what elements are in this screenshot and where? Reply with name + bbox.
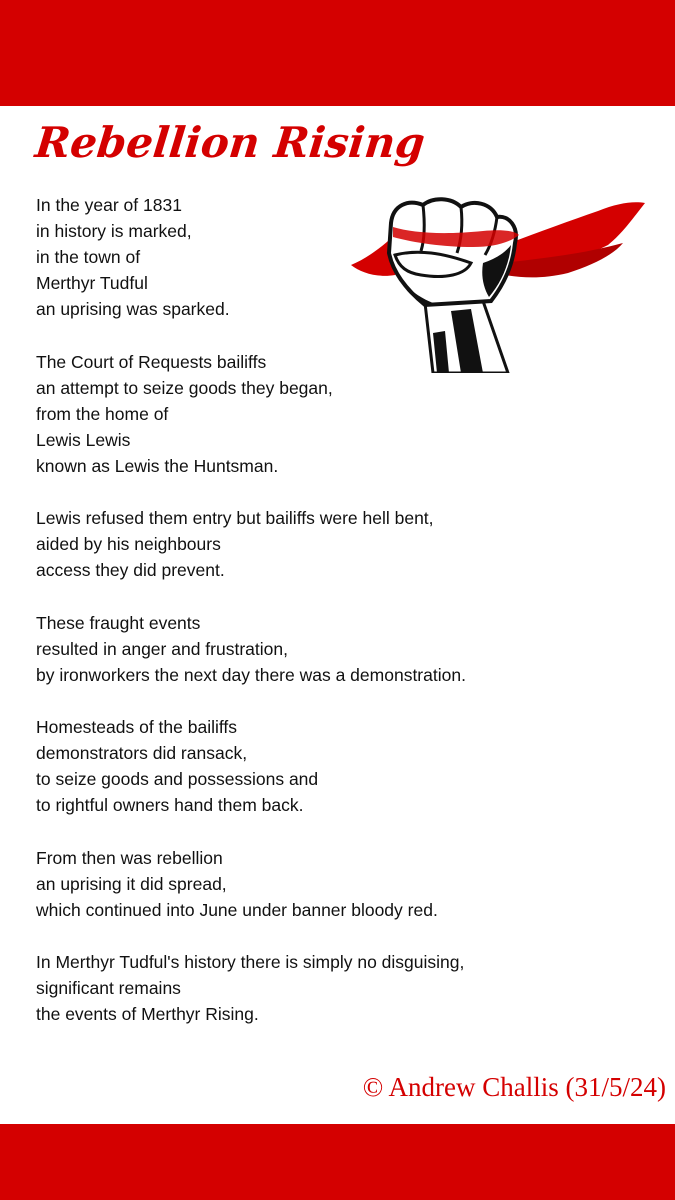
poem-line: These fraught events: [36, 612, 201, 633]
poem-line: Lewis refused them entry but bailiffs were hell bent,: [36, 508, 434, 528]
poem-line: From then was rebellion: [36, 847, 223, 868]
poem-line: in history is marked,: [36, 221, 192, 241]
poem-line: to rightful owners hand them back.: [36, 795, 304, 815]
poem-line: In the year of 1831: [36, 195, 182, 215]
poem-line: the events of Merthyr Rising.: [36, 1004, 259, 1024]
stanza: [36, 349, 636, 479]
copyright-credit: © Andrew Challis (31/5/24): [362, 1072, 666, 1102]
poem-line: known as Lewis the Huntsman.: [36, 455, 279, 476]
poem-line: In Merthyr Tudful's history there is simply no disguising,: [36, 952, 465, 972]
stanza: [36, 845, 636, 923]
poem-line: an uprising was sparked.: [36, 299, 230, 319]
poem-line: Lewis Lewis: [36, 429, 131, 450]
poem-title: Rebellion Rising: [33, 118, 428, 167]
stanza: [36, 192, 636, 322]
poem-line: demonstrators did ransack,: [36, 743, 248, 763]
stanza: [36, 949, 636, 1027]
poem-line: The Court of Requests bailiffs: [36, 351, 267, 372]
poem-line: by ironworkers the next day there was a demonstration.: [36, 664, 466, 685]
poem-body: [36, 192, 636, 1054]
stanza: [36, 505, 636, 583]
poem-line: which continued into June under banner bloody red.: [36, 899, 438, 920]
poem-line: an uprising it did spread,: [36, 873, 227, 894]
poem-line: Merthyr Tudful: [36, 273, 148, 293]
poem-line: Homesteads of the bailiffs: [36, 717, 238, 737]
stanza: [36, 714, 636, 818]
poem-line: an attempt to seize goods they began,: [36, 377, 333, 398]
poem-line: in the town of: [36, 247, 141, 267]
poem-line: to seize goods and possessions and: [36, 769, 319, 789]
bottom-red-band: [0, 1124, 675, 1200]
poem-line: aided by his neighbours: [36, 534, 221, 554]
poem-line: access they did prevent.: [36, 560, 225, 580]
poem-line: significant remains: [36, 978, 181, 998]
stanza: [36, 610, 636, 688]
poem-line: from the home of: [36, 403, 169, 424]
top-red-band: [0, 0, 675, 106]
poem-line: resulted in anger and frustration,: [36, 638, 288, 659]
